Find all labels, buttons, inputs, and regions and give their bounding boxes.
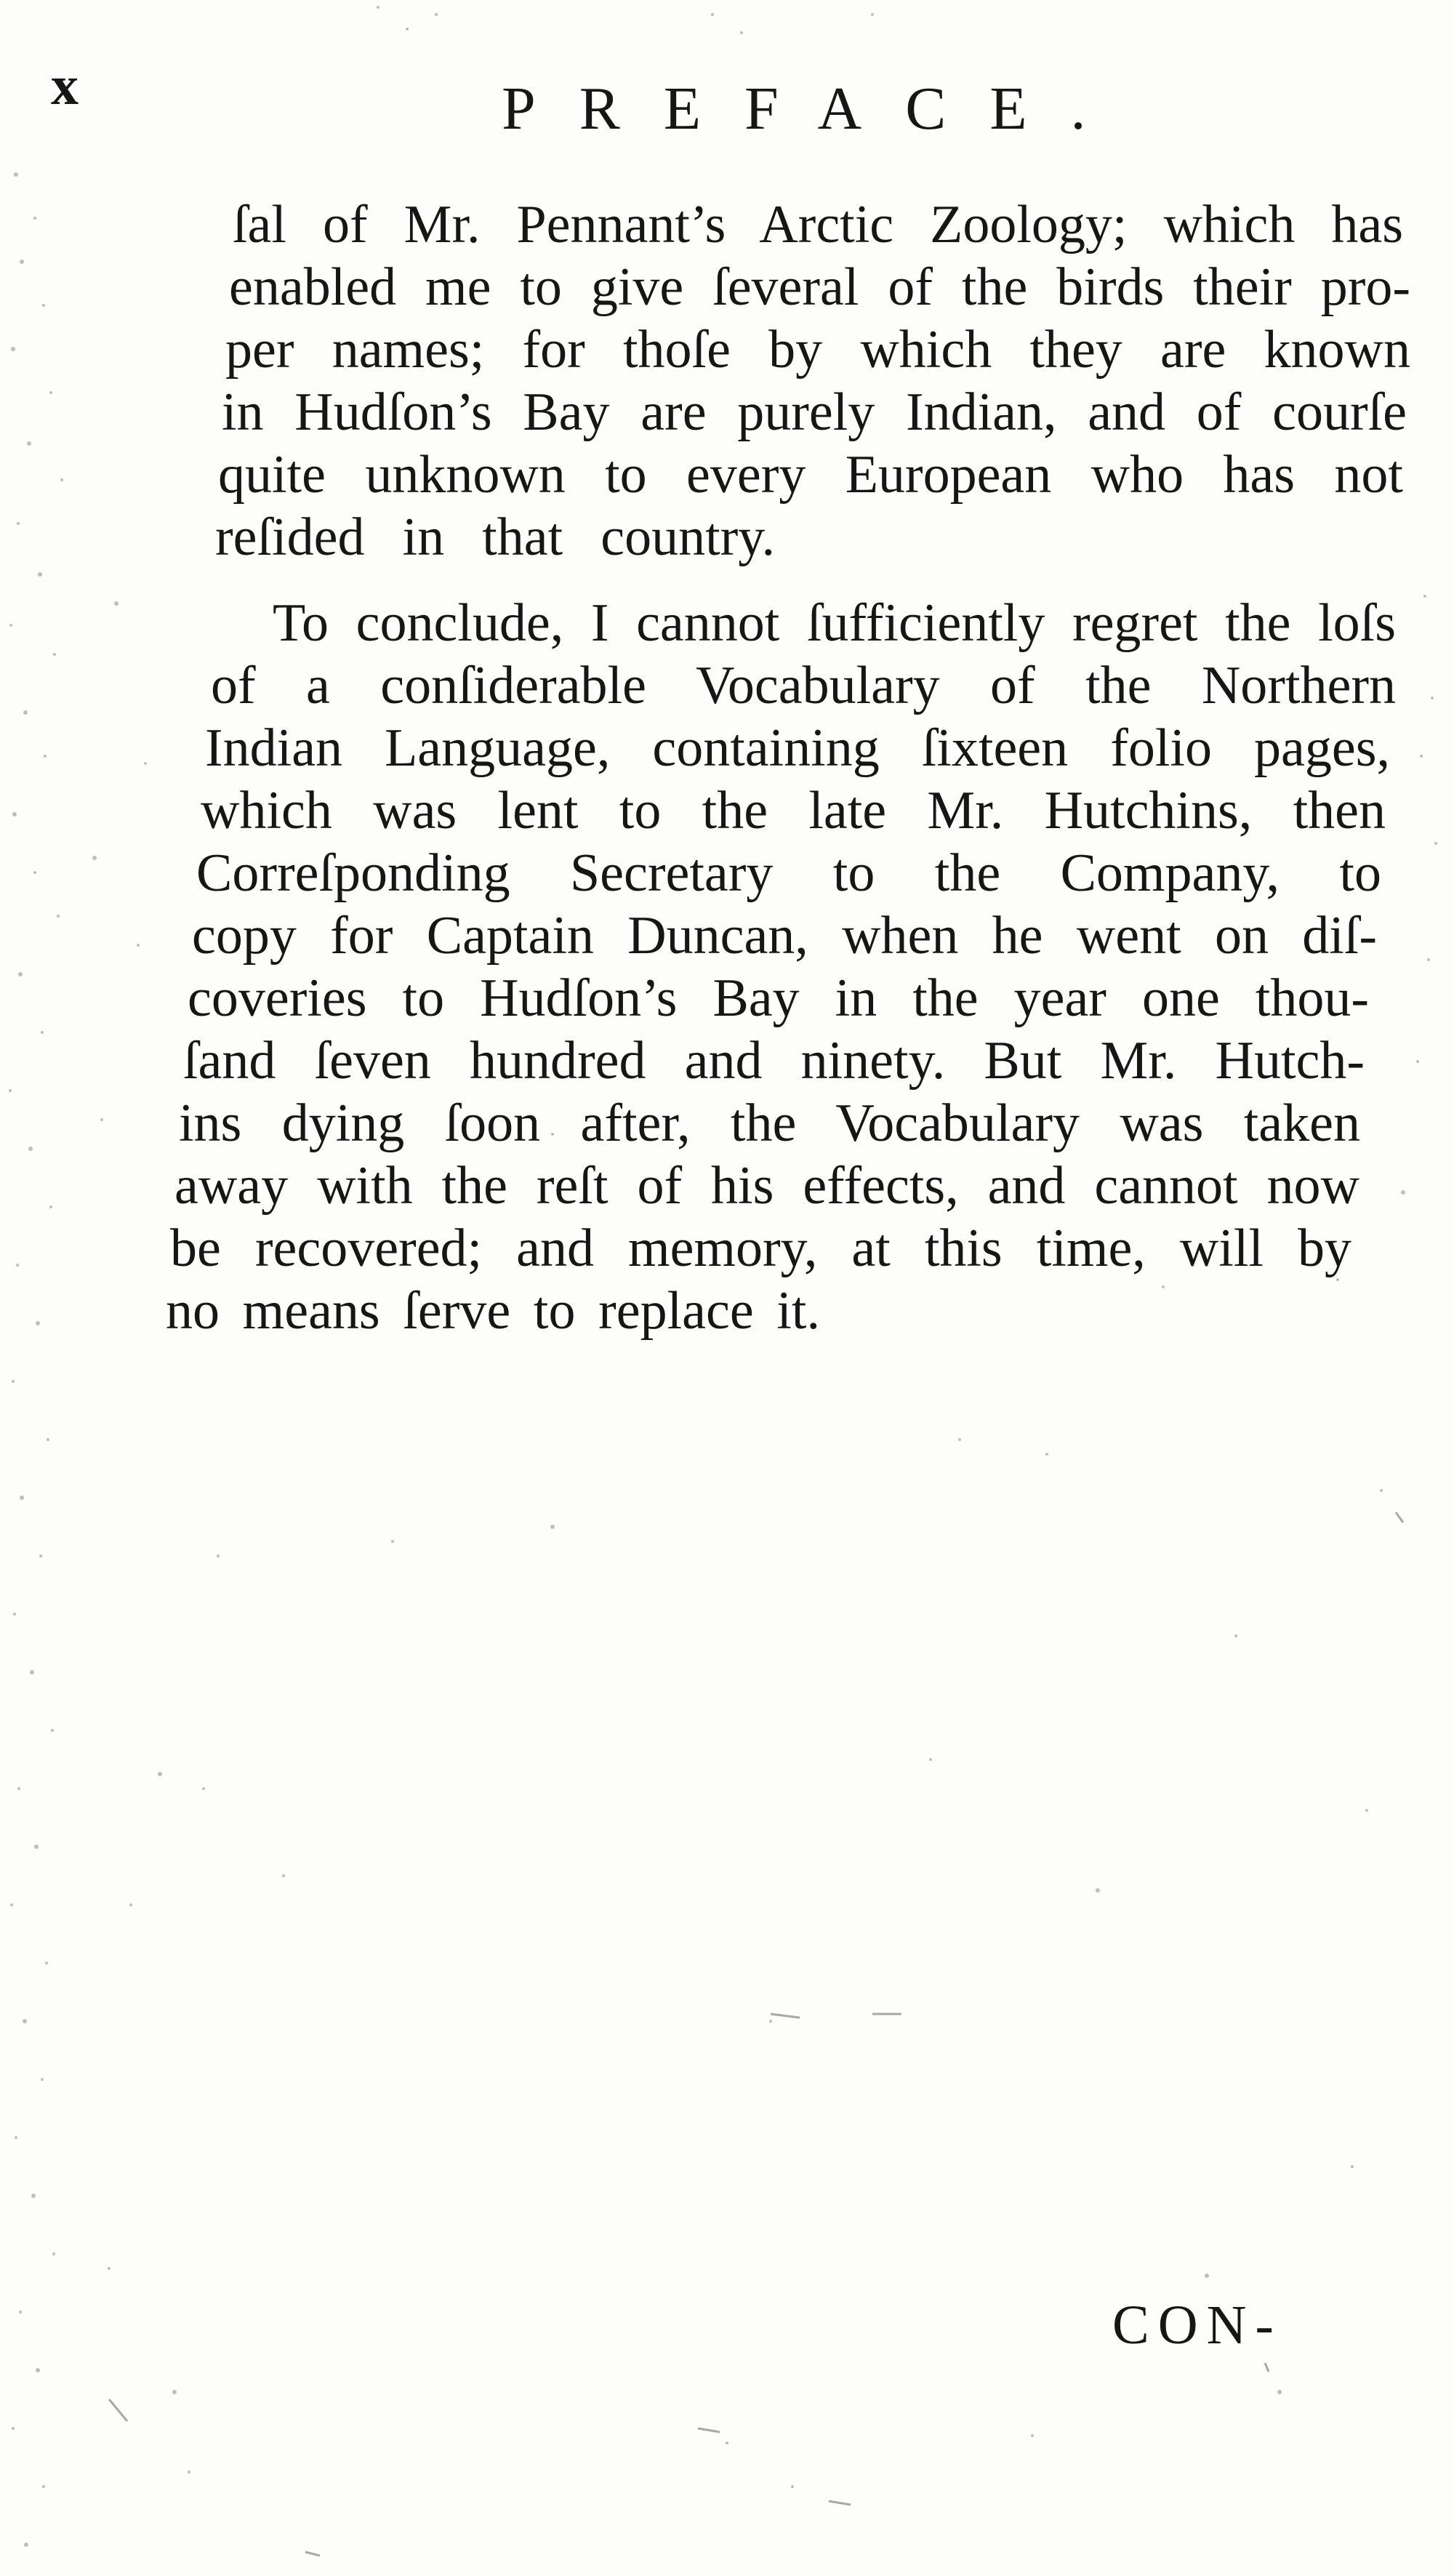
page-number: x <box>51 55 79 116</box>
catchword: CON- <box>1112 2295 1282 2356</box>
text-line: no means ſerve to replace it. <box>166 1281 820 1341</box>
text-line: which was lent to the late Mr. Hutchins, then <box>201 781 1386 840</box>
text-line: quite unknown to every European who has not <box>218 445 1403 505</box>
text-line: ſal of Mr. Pennant’s Arctic Zoology; which has <box>233 195 1403 254</box>
text-line: ins dying ſoon after, the Vocabulary was taken <box>179 1094 1360 1153</box>
text-line: be recovered; and memory, at this time, will by <box>170 1219 1351 1278</box>
text-line: enabled me to give ſeveral of the birds their pro- <box>229 257 1410 317</box>
text-line: copy for Captain Duncan, when he went on diſ- <box>192 906 1377 966</box>
running-head: PREFACE. <box>502 75 1130 143</box>
text-line: Correſponding Secretary to the Company, to <box>196 843 1381 903</box>
text-line: of a conſiderable Vocabulary of the Northern <box>211 656 1396 715</box>
text-line: away with the reſt of his effects, and cannot now <box>174 1156 1359 1216</box>
text-line: in Hudſon’s Bay are purely Indian, and of courſe <box>222 382 1407 442</box>
text-line: reſided in that country. <box>215 507 775 567</box>
text-line: per names; for thoſe by which they are known <box>225 320 1410 380</box>
text-line: Indian Language, containing ſixteen folio pages, <box>205 718 1390 778</box>
text-line: ſand ſeven hundred and ninety. But Mr. Hutch- <box>183 1031 1365 1091</box>
text-line: To conclude, I cannot ſufficiently regret the loſs <box>273 593 1396 653</box>
text-line: coveries to Hudſon’s Bay in the year one thou- <box>188 968 1369 1028</box>
